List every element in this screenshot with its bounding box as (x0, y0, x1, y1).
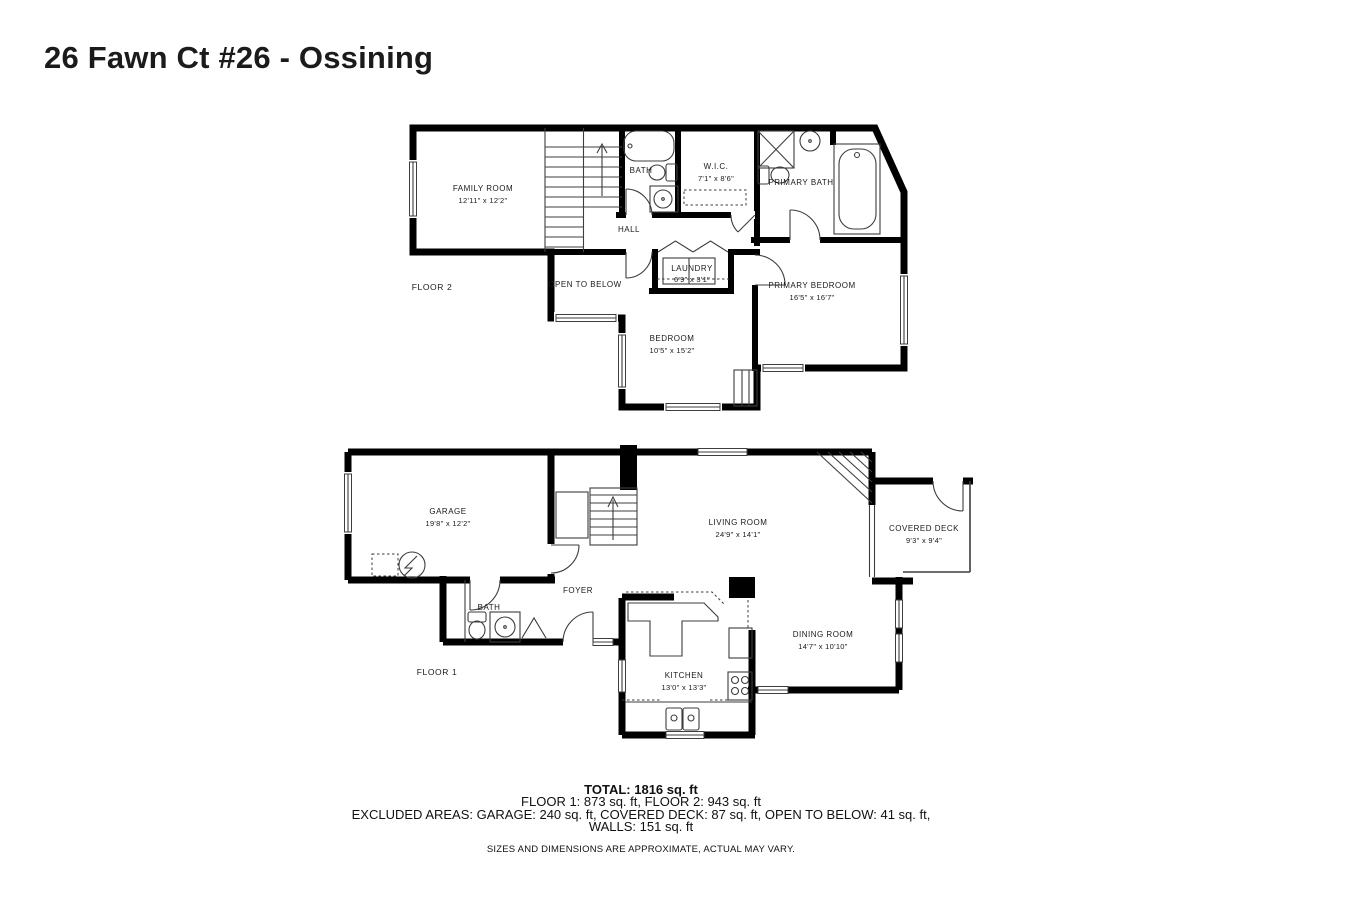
summary-walls: WALLS: 151 sq. ft (588, 819, 694, 835)
listing-title: 26 Fawn Ct #26 - Ossining (44, 40, 434, 75)
floor2-plan (407, 128, 910, 413)
floor2-label: FLOOR 2 (411, 282, 453, 292)
stair-hatch (817, 452, 872, 503)
kitchen-counters (622, 592, 752, 730)
summary-total: TOTAL: 1816 sq. ft (584, 782, 698, 797)
sink-icon (666, 708, 682, 730)
stove-icon (728, 672, 752, 700)
room-label-garage: GARAGE (429, 507, 467, 516)
room-dims-family-room: 12'11" x 12'2" (458, 196, 508, 205)
garage-equipment (372, 554, 398, 576)
room-dims-bedroom: 10'5" x 15'2" (649, 346, 695, 355)
water-heater-icon (399, 552, 425, 578)
room-label-laundry: LAUNDRY (671, 264, 713, 273)
room-label-foyer: FOYER (562, 586, 594, 595)
summary-disclaimer: SIZES AND DIMENSIONS ARE APPROXIMATE, ACTUAL MAY VARY. (486, 843, 796, 855)
room-label-bath1: BATH (477, 603, 501, 612)
room-label-family-room: FAMILY ROOM (452, 184, 514, 193)
room-label-dining-room: DINING ROOM (792, 630, 854, 639)
room-dims-covered-deck: 9'3" x 9'4" (905, 536, 943, 545)
room-dims-wic: 7'1" x 8'6" (697, 174, 735, 183)
room-label-kitchen: KITCHEN (664, 671, 704, 680)
room-label-open-to-below: OPEN TO BELOW (548, 280, 622, 289)
room-dims-dining-room: 14'7" x 10'10" (798, 642, 848, 651)
summary-floors: FLOOR 1: 873 sq. ft, FLOOR 2: 943 sq. ft (521, 794, 761, 809)
room-label-bedroom: BEDROOM (649, 334, 695, 343)
room-label-primary-bath: PRIMARY BATH (768, 178, 834, 187)
room-label-hall: HALL (617, 225, 641, 234)
room-label-wic: W.I.C. (703, 162, 729, 171)
slider-door (870, 505, 875, 577)
room-dims-kitchen: 13'0" x 13'3" (661, 683, 707, 692)
room-dims-laundry: 6'9" x 3'1" (673, 275, 711, 284)
room-label-bath2: BATH (629, 166, 653, 175)
room-dims-living-room: 24'9" x 14'1" (715, 530, 761, 539)
summary-excluded: EXCLUDED AREAS: GARAGE: 240 sq. ft, COVERED DECK: 87 sq. ft, OPEN TO BELOW: 41 sq. ft, (351, 806, 931, 822)
room-dims-garage: 19'8" x 12'2" (425, 519, 471, 528)
room-label-primary-bedroom: PRIMARY BEDROOM (768, 281, 856, 290)
floor1-label: FLOOR 1 (416, 667, 458, 677)
floor1-plan (343, 445, 973, 739)
room-label-covered-deck: COVERED DECK (888, 524, 960, 533)
doors-floor1 (470, 481, 963, 642)
room-dims-primary-bedroom: 16'5" x 16'7" (789, 293, 835, 302)
summary-block (0, 783, 1282, 855)
room-label-living-room: LIVING ROOM (708, 518, 768, 527)
stairs-icon-floor1 (556, 488, 637, 545)
